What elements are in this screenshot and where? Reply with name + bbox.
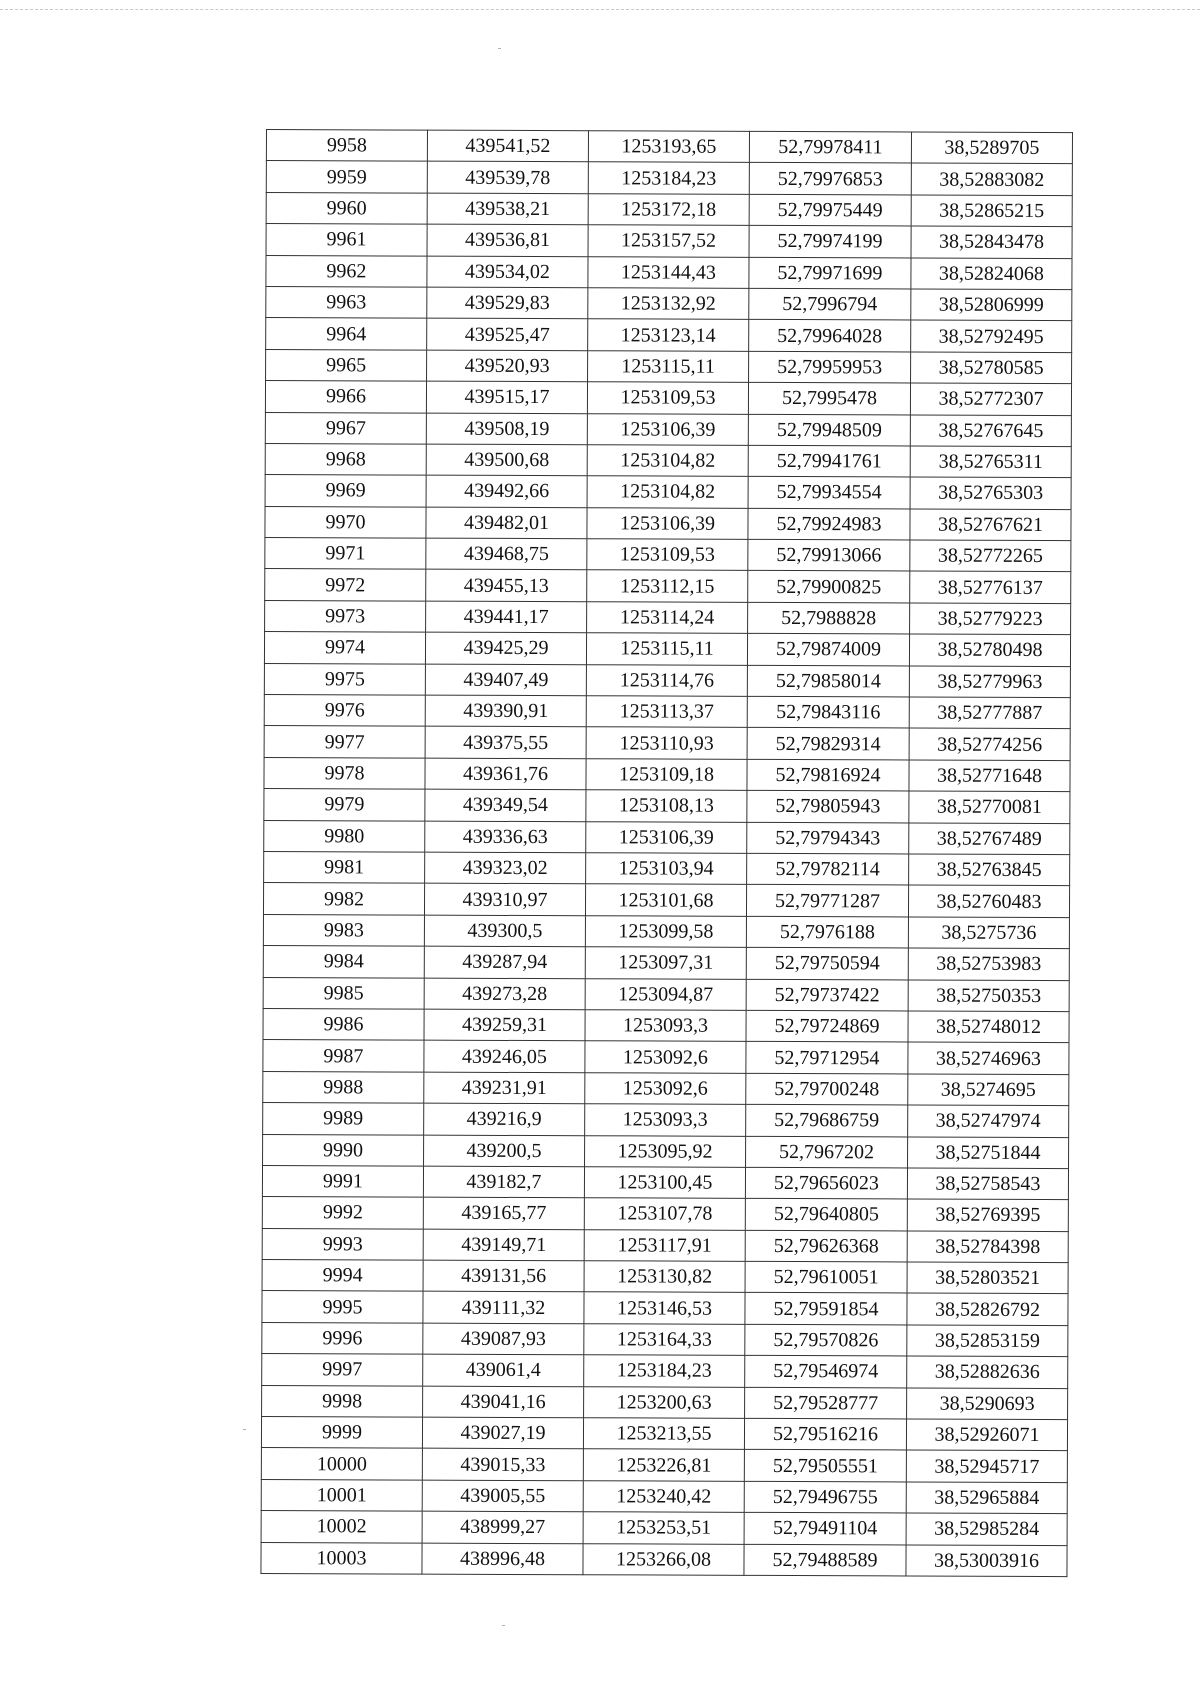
- table-row: [264, 757, 1070, 791]
- x-coordinate-cell: 439300,5: [424, 915, 585, 947]
- x-coordinate-cell: 439273,28: [424, 978, 585, 1010]
- table-row: [265, 538, 1071, 572]
- latitude-cell: 52,79976853: [749, 163, 911, 195]
- point-number-cell: 9980: [264, 820, 425, 852]
- x-coordinate-cell: 439375,55: [425, 727, 586, 759]
- table-row: [261, 1448, 1067, 1482]
- latitude-cell: 52,79610051: [745, 1261, 907, 1293]
- latitude-cell: 52,79900825: [748, 571, 910, 603]
- x-coordinate-cell: 439287,94: [424, 946, 585, 978]
- longitude-cell: 38,52747974: [908, 1105, 1069, 1137]
- latitude-cell: 52,79640805: [745, 1199, 907, 1231]
- table-row: [262, 1228, 1068, 1262]
- point-number-cell: 9990: [263, 1134, 424, 1166]
- y-coordinate-cell: 1253106,39: [586, 821, 747, 853]
- latitude-cell: 52,7967202: [746, 1136, 908, 1168]
- latitude-cell: 52,79941761: [748, 445, 910, 477]
- latitude-cell: 52,79934554: [748, 477, 910, 509]
- x-coordinate-cell: 438999,27: [422, 1511, 583, 1543]
- y-coordinate-cell: 1253164,33: [584, 1324, 745, 1356]
- y-coordinate-cell: 1253100,45: [584, 1167, 745, 1199]
- longitude-cell: 38,52758543: [907, 1168, 1068, 1200]
- latitude-cell: 52,79913066: [748, 539, 910, 571]
- longitude-cell: 38,52779223: [910, 603, 1071, 635]
- coordinates-sheet: [260, 129, 1067, 1577]
- y-coordinate-cell: 1253253,51: [583, 1512, 744, 1544]
- latitude-cell: 52,7996794: [749, 288, 911, 320]
- longitude-cell: 38,52803521: [907, 1262, 1068, 1294]
- y-coordinate-cell: 1253200,63: [584, 1386, 745, 1418]
- latitude-cell: 52,79570826: [745, 1324, 907, 1356]
- table-row: [263, 1040, 1069, 1074]
- point-number-cell: 9988: [263, 1071, 424, 1103]
- table-row: [264, 851, 1070, 885]
- point-number-cell: 9995: [262, 1291, 423, 1323]
- x-coordinate-cell: 439349,54: [425, 789, 586, 821]
- y-coordinate-cell: 1253099,58: [585, 915, 746, 947]
- longitude-cell: 38,52985284: [906, 1513, 1067, 1545]
- table-row: [263, 1103, 1069, 1137]
- y-coordinate-cell: 1253146,53: [584, 1292, 745, 1324]
- latitude-cell: 52,79750594: [746, 948, 908, 980]
- table-row: [261, 1479, 1067, 1513]
- latitude-cell: 52,79505551: [744, 1450, 906, 1482]
- y-coordinate-cell: 1253109,53: [587, 539, 748, 571]
- latitude-cell: 52,79858014: [747, 665, 909, 697]
- y-coordinate-cell: 1253097,31: [585, 947, 746, 979]
- point-number-cell: 9974: [264, 632, 425, 664]
- longitude-cell: 38,52765311: [910, 446, 1071, 478]
- x-coordinate-cell: 439539,78: [427, 162, 588, 194]
- table-row: [261, 1511, 1067, 1545]
- point-number-cell: 9999: [261, 1417, 422, 1449]
- latitude-cell: 52,79712954: [746, 1042, 908, 1074]
- point-number-cell: 9997: [262, 1354, 423, 1386]
- longitude-cell: 38,52965884: [906, 1482, 1067, 1514]
- point-number-cell: 9963: [266, 286, 427, 318]
- y-coordinate-cell: 1253092,6: [585, 1072, 746, 1104]
- point-number-cell: 9994: [262, 1260, 423, 1292]
- longitude-cell: 38,52780585: [911, 352, 1072, 384]
- longitude-cell: 38,52746963: [908, 1042, 1069, 1074]
- point-number-cell: 9976: [264, 695, 425, 727]
- longitude-cell: 38,52771648: [909, 760, 1070, 792]
- y-coordinate-cell: 1253184,23: [584, 1355, 745, 1387]
- y-coordinate-cell: 1253172,18: [588, 194, 749, 226]
- x-coordinate-cell: 439310,97: [424, 883, 585, 915]
- longitude-cell: 38,52767645: [910, 414, 1071, 446]
- longitude-cell: 38,5290693: [907, 1388, 1068, 1420]
- x-coordinate-cell: 439455,13: [426, 570, 587, 602]
- y-coordinate-cell: 1253101,68: [585, 884, 746, 916]
- longitude-cell: 38,52748012: [908, 1011, 1069, 1043]
- y-coordinate-cell: 1253109,53: [587, 382, 748, 414]
- y-coordinate-cell: 1253109,18: [586, 759, 747, 791]
- table-row: [265, 569, 1071, 603]
- y-coordinate-cell: 1253115,11: [586, 633, 747, 665]
- point-number-cell: 9992: [262, 1197, 423, 1229]
- x-coordinate-cell: 439005,55: [422, 1480, 583, 1512]
- point-number-cell: 9978: [264, 757, 425, 789]
- point-number-cell: 9962: [266, 255, 427, 287]
- latitude-cell: 52,79975449: [749, 194, 911, 226]
- point-number-cell: 9987: [263, 1040, 424, 1072]
- table-row: [266, 130, 1072, 164]
- latitude-cell: 52,79496755: [744, 1481, 906, 1513]
- longitude-cell: 38,52882636: [907, 1356, 1068, 1388]
- latitude-cell: 52,79546974: [745, 1356, 907, 1388]
- table-row: [264, 820, 1070, 854]
- longitude-cell: 38,52751844: [908, 1136, 1069, 1168]
- longitude-cell: 38,52865215: [911, 195, 1072, 227]
- latitude-cell: 52,79737422: [746, 979, 908, 1011]
- x-coordinate-cell: 439041,16: [423, 1386, 584, 1418]
- point-number-cell: 9969: [265, 475, 426, 507]
- latitude-cell: 52,79959953: [749, 351, 911, 383]
- latitude-cell: 52,79516216: [744, 1418, 906, 1450]
- latitude-cell: 52,79700248: [746, 1073, 908, 1105]
- longitude-cell: 38,52776137: [910, 571, 1071, 603]
- x-coordinate-cell: 439200,5: [424, 1135, 585, 1167]
- y-coordinate-cell: 1253104,82: [587, 445, 748, 477]
- table-row: [262, 1322, 1068, 1356]
- table-row: [263, 977, 1069, 1011]
- x-coordinate-cell: 439165,77: [423, 1197, 584, 1229]
- table-row: [262, 1197, 1068, 1231]
- point-number-cell: 10000: [261, 1448, 422, 1480]
- y-coordinate-cell: 1253093,3: [585, 1010, 746, 1042]
- table-row: [266, 192, 1072, 226]
- y-coordinate-cell: 1253106,39: [587, 507, 748, 539]
- y-coordinate-cell: 1253093,3: [585, 1104, 746, 1136]
- point-number-cell: 9965: [266, 349, 427, 381]
- latitude-cell: 52,79488589: [744, 1544, 906, 1576]
- point-number-cell: 10002: [261, 1511, 422, 1543]
- table-row: [262, 1354, 1068, 1388]
- y-coordinate-cell: 1253114,24: [587, 602, 748, 634]
- x-coordinate-cell: 439015,33: [422, 1449, 583, 1481]
- x-coordinate-cell: 439534,02: [427, 256, 588, 288]
- x-coordinate-cell: 439259,31: [424, 1009, 585, 1041]
- longitude-cell: 38,52767621: [910, 509, 1071, 541]
- x-coordinate-cell: 439468,75: [426, 538, 587, 570]
- longitude-cell: 38,52826792: [907, 1293, 1068, 1325]
- table-row: [266, 318, 1072, 352]
- table-row: [262, 1165, 1068, 1199]
- point-number-cell: 9998: [262, 1385, 423, 1417]
- latitude-cell: 52,79626368: [745, 1230, 907, 1262]
- y-coordinate-cell: 1253123,14: [588, 319, 749, 351]
- table-row: [263, 946, 1069, 980]
- x-coordinate-cell: 439529,83: [427, 287, 588, 319]
- y-coordinate-cell: 1253184,23: [588, 162, 749, 194]
- y-coordinate-cell: 1253240,42: [583, 1481, 744, 1513]
- longitude-cell: 38,52772307: [910, 383, 1071, 415]
- longitude-cell: 38,52769395: [907, 1199, 1068, 1231]
- point-number-cell: 9981: [264, 851, 425, 883]
- table-row: [263, 1071, 1069, 1105]
- point-number-cell: 9989: [263, 1103, 424, 1135]
- longitude-cell: 38,5289705: [911, 132, 1072, 164]
- point-number-cell: 9993: [262, 1228, 423, 1260]
- point-number-cell: 9967: [265, 412, 426, 444]
- longitude-cell: 38,52883082: [911, 163, 1072, 195]
- y-coordinate-cell: 1253130,82: [584, 1261, 745, 1293]
- x-coordinate-cell: 439441,17: [426, 601, 587, 633]
- x-coordinate-cell: 439061,4: [423, 1354, 584, 1386]
- longitude-cell: 38,52750353: [908, 980, 1069, 1012]
- table-row: [266, 161, 1072, 195]
- table-row: [264, 726, 1070, 760]
- point-number-cell: 9964: [266, 318, 427, 350]
- longitude-cell: 38,52843478: [911, 226, 1072, 258]
- point-number-cell: 9973: [265, 600, 426, 632]
- y-coordinate-cell: 1253112,15: [587, 570, 748, 602]
- x-coordinate-cell: 439246,05: [424, 1040, 585, 1072]
- scan-speck: [243, 1429, 246, 1430]
- table-row: [262, 1291, 1068, 1325]
- y-coordinate-cell: 1253106,39: [587, 413, 748, 445]
- scan-edge-line: [0, 9, 1200, 10]
- longitude-cell: 38,5274695: [908, 1074, 1069, 1106]
- latitude-cell: 52,79771287: [746, 885, 908, 917]
- x-coordinate-cell: 439407,49: [425, 664, 586, 696]
- scan-speck: [498, 48, 501, 49]
- y-coordinate-cell: 1253193,65: [588, 131, 749, 163]
- longitude-cell: 38,52853159: [907, 1325, 1068, 1357]
- table-row: [265, 506, 1071, 540]
- y-coordinate-cell: 1253114,76: [586, 664, 747, 696]
- point-number-cell: 9985: [263, 977, 424, 1009]
- table-row: [264, 695, 1070, 729]
- point-number-cell: 9983: [263, 914, 424, 946]
- table-row: [265, 412, 1071, 446]
- x-coordinate-cell: 439087,93: [423, 1323, 584, 1355]
- longitude-cell: 38,52753983: [908, 948, 1069, 980]
- latitude-cell: 52,79686759: [746, 1104, 908, 1136]
- table-row: [264, 789, 1070, 823]
- latitude-cell: 52,7976188: [746, 916, 908, 948]
- point-number-cell: 9958: [266, 130, 427, 162]
- point-number-cell: 9996: [262, 1322, 423, 1354]
- y-coordinate-cell: 1253213,55: [583, 1418, 744, 1450]
- x-coordinate-cell: 439536,81: [427, 224, 588, 256]
- table-row: [264, 632, 1070, 666]
- latitude-cell: 52,79829314: [747, 728, 909, 760]
- point-number-cell: 9991: [262, 1165, 423, 1197]
- y-coordinate-cell: 1253104,82: [587, 476, 748, 508]
- x-coordinate-cell: 439336,63: [425, 821, 586, 853]
- table-row: [266, 349, 1072, 383]
- latitude-cell: 52,79591854: [745, 1293, 907, 1325]
- table-row: [266, 286, 1072, 320]
- point-number-cell: 9968: [265, 443, 426, 475]
- x-coordinate-cell: 439323,02: [425, 852, 586, 884]
- x-coordinate-cell: 439231,91: [424, 1072, 585, 1104]
- y-coordinate-cell: 1253226,81: [583, 1449, 744, 1481]
- y-coordinate-cell: 1253266,08: [583, 1543, 744, 1575]
- x-coordinate-cell: 439500,68: [426, 444, 587, 476]
- table-row: [263, 1008, 1069, 1042]
- coordinates-table-body: [261, 130, 1073, 1577]
- y-coordinate-cell: 1253110,93: [586, 727, 747, 759]
- table-row: [266, 224, 1072, 258]
- y-coordinate-cell: 1253144,43: [588, 256, 749, 288]
- x-coordinate-cell: 439525,47: [427, 318, 588, 350]
- longitude-cell: 38,52806999: [911, 289, 1072, 321]
- y-coordinate-cell: 1253092,6: [585, 1041, 746, 1073]
- x-coordinate-cell: 439149,71: [423, 1229, 584, 1261]
- latitude-cell: 52,79924983: [748, 508, 910, 540]
- latitude-cell: 52,79874009: [747, 634, 909, 666]
- point-number-cell: 9971: [265, 538, 426, 570]
- table-row: [263, 1134, 1069, 1168]
- point-number-cell: 9966: [265, 381, 426, 413]
- longitude-cell: 38,52926071: [906, 1419, 1067, 1451]
- table-row: [262, 1260, 1068, 1294]
- x-coordinate-cell: 439508,19: [426, 413, 587, 445]
- latitude-cell: 52,79794343: [747, 822, 909, 854]
- y-coordinate-cell: 1253095,92: [585, 1135, 746, 1167]
- latitude-cell: 52,7988828: [748, 602, 910, 634]
- x-coordinate-cell: 439027,19: [422, 1417, 583, 1449]
- point-number-cell: 9959: [266, 161, 427, 193]
- point-number-cell: 9972: [265, 569, 426, 601]
- x-coordinate-cell: 439541,52: [427, 130, 588, 162]
- longitude-cell: 38,52770081: [909, 791, 1070, 823]
- latitude-cell: 52,79805943: [747, 791, 909, 823]
- y-coordinate-cell: 1253117,91: [584, 1229, 745, 1261]
- point-number-cell: 9986: [263, 1008, 424, 1040]
- latitude-cell: 52,79816924: [747, 759, 909, 791]
- table-row: [266, 255, 1072, 289]
- x-coordinate-cell: 439538,21: [427, 193, 588, 225]
- x-coordinate-cell: 438996,48: [422, 1543, 583, 1575]
- point-number-cell: 9979: [264, 789, 425, 821]
- table-row: [262, 1385, 1068, 1419]
- y-coordinate-cell: 1253132,92: [588, 288, 749, 320]
- x-coordinate-cell: 439390,91: [425, 695, 586, 727]
- table-row: [264, 663, 1070, 697]
- latitude-cell: 52,79656023: [745, 1167, 907, 1199]
- latitude-cell: 52,79974199: [749, 226, 911, 258]
- longitude-cell: 38,52780498: [909, 634, 1070, 666]
- point-number-cell: 9960: [266, 192, 427, 224]
- coordinates-table: [260, 129, 1073, 1577]
- y-coordinate-cell: 1253107,78: [584, 1198, 745, 1230]
- y-coordinate-cell: 1253113,37: [586, 696, 747, 728]
- latitude-cell: 52,79528777: [745, 1387, 907, 1419]
- table-row: [265, 600, 1071, 634]
- point-number-cell: 9984: [263, 946, 424, 978]
- x-coordinate-cell: 439492,66: [426, 475, 587, 507]
- latitude-cell: 52,79782114: [747, 853, 909, 885]
- longitude-cell: 38,52945717: [906, 1450, 1067, 1482]
- x-coordinate-cell: 439361,76: [425, 758, 586, 790]
- point-number-cell: 10003: [261, 1542, 422, 1574]
- longitude-cell: 38,52760483: [908, 885, 1069, 917]
- latitude-cell: 52,79978411: [749, 131, 911, 163]
- y-coordinate-cell: 1253115,11: [588, 350, 749, 382]
- longitude-cell: 38,52777887: [909, 697, 1070, 729]
- latitude-cell: 52,7995478: [748, 382, 910, 414]
- longitude-cell: 38,52774256: [909, 728, 1070, 760]
- x-coordinate-cell: 439111,32: [423, 1292, 584, 1324]
- point-number-cell: 9975: [264, 663, 425, 695]
- longitude-cell: 38,52824068: [911, 258, 1072, 290]
- table-row: [261, 1542, 1067, 1576]
- point-number-cell: 9977: [264, 726, 425, 758]
- x-coordinate-cell: 439482,01: [426, 507, 587, 539]
- y-coordinate-cell: 1253108,13: [586, 790, 747, 822]
- y-coordinate-cell: 1253094,87: [585, 978, 746, 1010]
- table-row: [263, 883, 1069, 917]
- scan-speck: [502, 1625, 505, 1626]
- longitude-cell: 38,53003916: [906, 1545, 1067, 1577]
- longitude-cell: 38,5275736: [908, 917, 1069, 949]
- point-number-cell: 9961: [266, 224, 427, 256]
- table-row: [265, 381, 1071, 415]
- latitude-cell: 52,79843116: [747, 696, 909, 728]
- x-coordinate-cell: 439216,9: [424, 1103, 585, 1135]
- table-row: [263, 914, 1069, 948]
- y-coordinate-cell: 1253157,52: [588, 225, 749, 257]
- longitude-cell: 38,52765303: [910, 477, 1071, 509]
- table-row: [265, 443, 1071, 477]
- longitude-cell: 38,52784398: [907, 1231, 1068, 1263]
- x-coordinate-cell: 439131,56: [423, 1260, 584, 1292]
- longitude-cell: 38,52779963: [909, 666, 1070, 698]
- longitude-cell: 38,52763845: [909, 854, 1070, 886]
- longitude-cell: 38,52767489: [909, 823, 1070, 855]
- point-number-cell: 9982: [263, 883, 424, 915]
- table-row: [265, 475, 1071, 509]
- y-coordinate-cell: 1253103,94: [586, 853, 747, 885]
- x-coordinate-cell: 439425,29: [425, 632, 586, 664]
- point-number-cell: 10001: [261, 1479, 422, 1511]
- latitude-cell: 52,79724869: [746, 1010, 908, 1042]
- latitude-cell: 52,79964028: [749, 320, 911, 352]
- longitude-cell: 38,52792495: [911, 320, 1072, 352]
- x-coordinate-cell: 439515,17: [426, 381, 587, 413]
- latitude-cell: 52,79971699: [749, 257, 911, 289]
- longitude-cell: 38,52772265: [910, 540, 1071, 572]
- table-row: [261, 1417, 1067, 1451]
- latitude-cell: 52,79948509: [748, 414, 910, 446]
- x-coordinate-cell: 439520,93: [427, 350, 588, 382]
- x-coordinate-cell: 439182,7: [423, 1166, 584, 1198]
- point-number-cell: 9970: [265, 506, 426, 538]
- latitude-cell: 52,79491104: [744, 1513, 906, 1545]
